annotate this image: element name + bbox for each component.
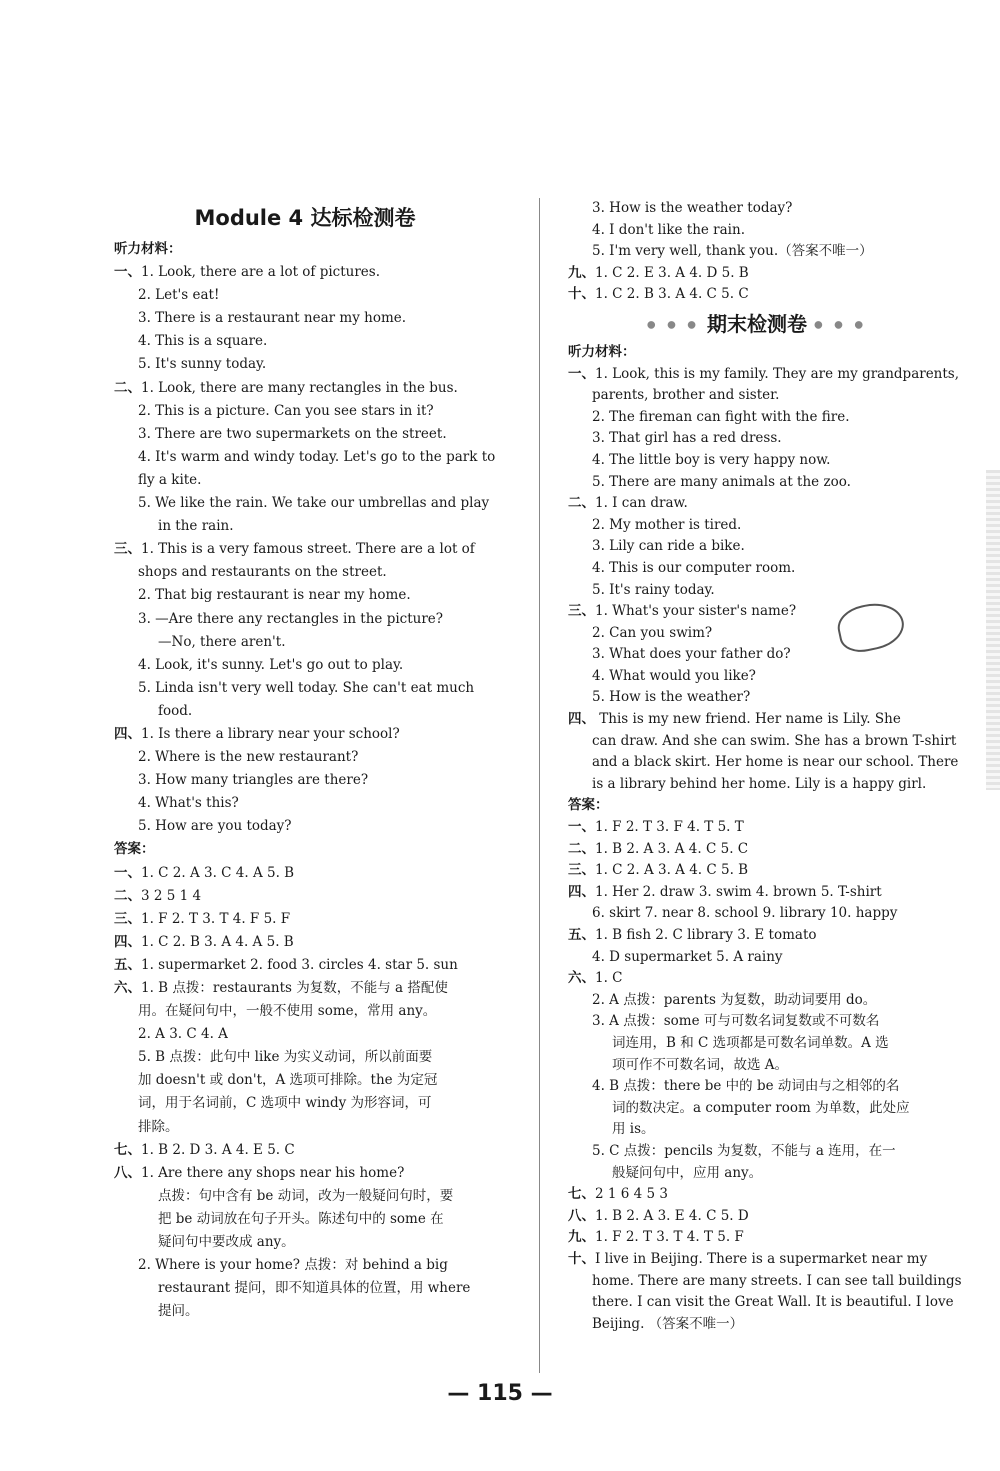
text-line bbox=[568, 284, 946, 306]
question-number: 三、 bbox=[114, 541, 141, 558]
line-text: can draw. And she can swim. She has a brown T-shirt bbox=[592, 732, 957, 749]
text-line bbox=[114, 838, 496, 861]
text-line bbox=[114, 1185, 496, 1208]
text-line bbox=[568, 1141, 946, 1163]
text-line bbox=[568, 968, 946, 990]
text-line bbox=[568, 1076, 946, 1098]
text-line bbox=[568, 241, 946, 263]
text-line bbox=[114, 492, 496, 515]
line-text: 3. There is a restaurant near my home. bbox=[138, 310, 407, 327]
question-number: 二、 bbox=[114, 379, 141, 396]
question-number: 十、 bbox=[568, 1250, 595, 1267]
line-text: 1. B 2. D 3. A 4. E 5. C bbox=[141, 1141, 295, 1158]
question-number: 一、 bbox=[568, 365, 595, 382]
text-line bbox=[568, 428, 946, 450]
line-text: 用 is。 bbox=[612, 1121, 655, 1138]
question-number: 二、 bbox=[568, 495, 595, 512]
text-line bbox=[568, 580, 946, 602]
final-exam-title-text: 期末检测卷 bbox=[707, 311, 807, 336]
line-text: 1. Look, there are a lot of pictures. bbox=[141, 264, 380, 281]
question-number: 十、 bbox=[568, 286, 595, 303]
text-line bbox=[568, 817, 946, 839]
line-text: 1. F 2. T 3. T 4. T 5. F bbox=[595, 1229, 744, 1246]
text-line bbox=[568, 1292, 954, 1314]
question-number: 三、 bbox=[568, 862, 595, 879]
question-number: 六、 bbox=[114, 980, 141, 996]
line-text: 5. Linda isn't very well today. She can't eat much bbox=[138, 679, 475, 696]
line-text: 5. There are many animals at the zoo. bbox=[592, 473, 851, 490]
column-divider bbox=[539, 198, 540, 1373]
text-line bbox=[568, 407, 946, 429]
module4-title: Module 4 达标检测卷 bbox=[194, 206, 416, 230]
text-line bbox=[568, 364, 960, 386]
line-text: 4. B 点拨：there be 中的 be 动词由与之相邻的名 bbox=[592, 1078, 900, 1095]
text-line bbox=[114, 1116, 496, 1139]
line-text: This is my new friend. Her name is Lily. She bbox=[595, 711, 901, 728]
text-line bbox=[114, 1208, 496, 1231]
text-line bbox=[568, 385, 946, 407]
line-text: 5. C 点拨：pencils 为复数，不能与 a 连用，在一 bbox=[592, 1142, 896, 1159]
question-number: 四、 bbox=[114, 933, 141, 950]
line-text: 把 be 动词放在句子开头。陈述句中的 some 在 bbox=[158, 1210, 444, 1227]
text-line bbox=[568, 1055, 946, 1077]
line-text: 4. What's this? bbox=[138, 795, 239, 812]
line-text: 4. This is our computer room. bbox=[592, 559, 796, 576]
line-text: 2. A 3. C 4. A bbox=[138, 1026, 228, 1043]
line-text: 1. B 2. A 3. E 4. C 5. D bbox=[595, 1207, 749, 1224]
left-lines bbox=[114, 261, 496, 1323]
text-line bbox=[114, 677, 496, 700]
line-text: 4. I don't like the rain. bbox=[592, 221, 745, 238]
line-text: home. There are many streets. I can see tall buildings bbox=[592, 1272, 962, 1289]
text-line bbox=[114, 815, 496, 838]
text-line bbox=[114, 377, 496, 400]
text-line bbox=[568, 1184, 946, 1206]
text-line bbox=[114, 1069, 496, 1092]
line-text: 1. F 2. T 3. T 4. F 5. F bbox=[141, 910, 291, 927]
text-line bbox=[114, 1162, 496, 1185]
line-text: 4. D supermarket 5. A rainy bbox=[592, 948, 783, 965]
text-line bbox=[568, 1206, 946, 1228]
listening-heading: 听力材料： bbox=[114, 241, 182, 257]
line-text: 4. This is a square. bbox=[138, 333, 268, 350]
line-text: 5. It's rainy today. bbox=[592, 581, 715, 598]
page-edge-texture bbox=[986, 470, 1000, 790]
text-line bbox=[114, 353, 496, 376]
question-number: 一、 bbox=[568, 819, 595, 836]
line-text: 答案： bbox=[114, 841, 155, 858]
line-text: 5. How are you today? bbox=[138, 818, 292, 835]
line-text: 4. Look, it's sunny. Let's go out to play. bbox=[138, 656, 404, 673]
line-text: 1. What's your sister's name? bbox=[595, 603, 797, 620]
text-line bbox=[568, 644, 946, 666]
text-line bbox=[568, 687, 946, 709]
question-number: 七、 bbox=[568, 1186, 595, 1203]
text-line bbox=[114, 400, 496, 423]
text-line bbox=[114, 631, 496, 654]
line-text: 5. How is the weather? bbox=[592, 689, 751, 706]
text-line bbox=[114, 1000, 496, 1023]
line-text: —No, there aren't. bbox=[158, 633, 286, 650]
line-text: food. bbox=[158, 702, 193, 719]
text-line bbox=[114, 862, 496, 885]
text-line bbox=[568, 774, 946, 796]
line-text: 1. Her 2. draw 3. swim 4. brown 5. T-shirt bbox=[595, 883, 882, 900]
text-line bbox=[114, 608, 496, 631]
question-number: 二、 bbox=[114, 887, 141, 904]
text-line bbox=[114, 1023, 496, 1046]
text-line bbox=[568, 990, 946, 1012]
line-text: 1. I can draw. bbox=[595, 495, 688, 512]
question-number: 二、 bbox=[568, 840, 595, 857]
left-column bbox=[114, 198, 496, 1323]
text-line bbox=[568, 903, 946, 925]
line-text: 1. C 2. B 3. A 4. A 5. B bbox=[141, 933, 294, 950]
text-line bbox=[114, 538, 496, 561]
text-line bbox=[568, 752, 959, 774]
question-number: 八、 bbox=[114, 1164, 141, 1181]
line-text: 项可作不可数名词，故选 A。 bbox=[612, 1056, 789, 1073]
text-line bbox=[114, 515, 496, 538]
line-text: 5. It's sunny today. bbox=[138, 356, 267, 373]
text-line bbox=[568, 882, 946, 904]
text-line bbox=[114, 1254, 496, 1277]
line-text: 2. Let's eat! bbox=[138, 287, 220, 304]
text-line bbox=[114, 954, 496, 977]
text-line bbox=[114, 1277, 496, 1300]
line-text: shops and restaurants on the street. bbox=[138, 564, 387, 581]
text-line bbox=[114, 561, 496, 584]
line-text: 4. The little boy is very happy now. bbox=[592, 451, 831, 468]
line-text: 1. C 2. A 3. A 4. C 5. B bbox=[595, 862, 749, 879]
text-line bbox=[114, 931, 496, 954]
page-number: — 115 — bbox=[447, 1381, 553, 1406]
line-text: 3. How is the weather today? bbox=[592, 200, 793, 216]
text-line bbox=[114, 700, 496, 723]
line-text: 用。在疑问句中，一般不使用 some，常用 any。 bbox=[138, 1003, 437, 1020]
line-text: 1. C 2. E 3. A 4. D 5. B bbox=[595, 264, 749, 281]
text-line bbox=[568, 1249, 946, 1271]
line-text: 排除。 bbox=[138, 1118, 179, 1135]
line-text: 词的数决定。a computer room 为单数，此处应 bbox=[612, 1099, 910, 1116]
text-line bbox=[568, 263, 946, 285]
question-number: 八、 bbox=[568, 1207, 595, 1224]
line-text: 般疑问句中，应用 any。 bbox=[612, 1164, 763, 1181]
question-number: 一、 bbox=[114, 864, 141, 881]
question-number: 七、 bbox=[114, 1141, 141, 1158]
line-text: 1. Look, there are many rectangles in the bus. bbox=[141, 379, 458, 396]
final-exam-title bbox=[568, 306, 946, 342]
line-text: 3. What does your father do? bbox=[592, 646, 791, 663]
line-text: there. I can visit the Great Wall. It is beautiful. I love bbox=[592, 1294, 954, 1311]
text-line bbox=[568, 1227, 946, 1249]
line-text: 点拨：句中含有 be 动词，改为一般疑问句时，要 bbox=[158, 1187, 454, 1204]
line-text: 3. Lily can ride a bike. bbox=[592, 538, 745, 555]
decor-dots-right: ● ● ● bbox=[813, 319, 868, 331]
text-line bbox=[114, 908, 496, 931]
line-text: 4. What would you like? bbox=[592, 667, 756, 684]
decor-dots-left: ● ● ● bbox=[646, 319, 701, 331]
text-line bbox=[114, 769, 496, 792]
question-number: 五、 bbox=[114, 956, 141, 973]
text-line bbox=[114, 469, 496, 492]
line-text: 2. Where is the new restaurant? bbox=[138, 749, 359, 766]
line-text: 1. C 2. A 3. C 4. A 5. B bbox=[141, 864, 295, 881]
text-line bbox=[568, 198, 946, 220]
line-text: 2. My mother is tired. bbox=[592, 516, 742, 533]
line-text: 1. B fish 2. C library 3. E tomato bbox=[595, 927, 817, 943]
text-line bbox=[114, 746, 496, 769]
question-number: 五、 bbox=[568, 927, 595, 943]
question-number: 九、 bbox=[568, 1229, 595, 1246]
text-line bbox=[114, 423, 496, 446]
text-line bbox=[568, 536, 946, 558]
text-line bbox=[114, 1300, 496, 1323]
line-text: fly a kite. bbox=[138, 471, 202, 488]
text-line bbox=[568, 1011, 946, 1033]
right-top-lines bbox=[568, 198, 946, 306]
line-text: 5. We like the rain. We take our umbrellas and play bbox=[138, 495, 490, 512]
text-line bbox=[114, 284, 496, 307]
text-line bbox=[114, 1046, 496, 1069]
text-line bbox=[114, 307, 496, 330]
line-text: 听力材料： bbox=[568, 343, 636, 360]
question-number: 九、 bbox=[568, 264, 595, 281]
line-text: 答案： bbox=[568, 797, 609, 814]
line-text: 词连用，B 和 C 选项都是可数名词单数。A 选 bbox=[612, 1034, 889, 1051]
text-line bbox=[114, 654, 496, 677]
line-text: 3. —Are there any rectangles in the picture? bbox=[138, 610, 444, 627]
line-text: 词，用于名词前，C 选项中 windy 为形容词，可 bbox=[138, 1095, 432, 1112]
line-text: 1. Is there a library near your school? bbox=[141, 725, 400, 742]
line-text: 1. B 点拨：restaurants 为复数，不能与 a 搭配使 bbox=[141, 980, 448, 996]
line-text: 3. How many triangles are there? bbox=[138, 772, 369, 789]
text-line bbox=[568, 1033, 946, 1055]
question-number: 四、 bbox=[114, 725, 141, 742]
text-line bbox=[568, 450, 946, 472]
line-text: 1. C 2. B 3. A 4. C 5. C bbox=[595, 286, 749, 303]
text-line bbox=[114, 330, 496, 353]
text-line bbox=[114, 1139, 496, 1162]
line-text: restaurant 提问，即不知道具体的位置，用 where bbox=[158, 1280, 471, 1297]
line-text: 1. supermarket 2. food 3. circles 4. star 5. sun bbox=[141, 956, 458, 973]
question-number: 四、 bbox=[568, 883, 595, 900]
line-text: 3. There are two supermarkets on the street. bbox=[138, 425, 447, 442]
text-line bbox=[568, 795, 946, 817]
line-text: Beijing. （答案不唯一） bbox=[592, 1315, 744, 1332]
line-text: 1. Are there any shops near his home? bbox=[141, 1164, 405, 1181]
text-line bbox=[568, 947, 946, 969]
line-text: 1. B 2. A 3. A 4. C 5. C bbox=[595, 840, 749, 857]
line-text: 疑问句中要改成 any。 bbox=[158, 1234, 295, 1251]
text-line bbox=[568, 839, 946, 861]
text-line bbox=[568, 666, 946, 688]
line-text: 1. Look, this is my family. They are my grandparents, bbox=[595, 365, 960, 382]
line-text: 1. C bbox=[595, 970, 623, 987]
line-text: 1. This is a very famous street. There are a lot of bbox=[141, 541, 475, 558]
line-text: 3 2 5 1 4 bbox=[141, 887, 202, 904]
line-text: 2. Can you swim? bbox=[592, 624, 713, 641]
text-line bbox=[114, 1092, 496, 1115]
text-line bbox=[568, 925, 946, 947]
question-number: 四、 bbox=[568, 711, 595, 728]
text-line bbox=[568, 1163, 946, 1185]
text-line bbox=[114, 792, 496, 815]
line-text: 6. skirt 7. near 8. school 9. library 10. happy bbox=[592, 905, 898, 922]
right-column bbox=[568, 198, 962, 1335]
text-line bbox=[568, 342, 946, 364]
line-text: 4. It's warm and windy today. Let's go to the park to bbox=[138, 448, 496, 465]
line-text: I live in Beijing. There is a supermarket near my bbox=[595, 1250, 928, 1267]
text-line bbox=[114, 446, 496, 469]
line-text: 2. The fireman can fight with the fire. bbox=[592, 408, 850, 425]
right-lines bbox=[568, 342, 962, 1335]
text-line bbox=[568, 1098, 946, 1120]
text-line bbox=[114, 261, 496, 284]
text-line bbox=[568, 1314, 946, 1336]
text-line bbox=[114, 584, 496, 607]
text-line bbox=[568, 731, 957, 753]
line-text: in the rain. bbox=[158, 518, 234, 535]
text-line bbox=[568, 515, 946, 537]
question-number: 三、 bbox=[114, 910, 141, 927]
text-line bbox=[114, 1231, 496, 1254]
line-text: 2. A 点拨：parents 为复数，助动词要用 do。 bbox=[592, 991, 877, 1008]
line-text: 加 doesn't 或 don't，A 选项可排除。the 为定冠 bbox=[138, 1072, 438, 1089]
text-line bbox=[114, 885, 496, 908]
text-line bbox=[114, 723, 496, 746]
text-line bbox=[568, 860, 946, 882]
line-text: parents, brother and sister. bbox=[592, 387, 780, 404]
line-text: 1. F 2. T 3. F 4. T 5. T bbox=[595, 819, 744, 836]
line-text: 2 1 6 4 5 3 bbox=[595, 1186, 668, 1203]
line-text: 2. Where is your home? 点拨：对 behind a big bbox=[138, 1257, 448, 1274]
line-text: 5. B 点拨：此句中 like 为实义动词，所以前面要 bbox=[138, 1049, 433, 1066]
question-number: 三、 bbox=[568, 603, 595, 620]
line-text: 2. That big restaurant is near my home. bbox=[138, 587, 411, 604]
line-text: 提问。 bbox=[158, 1303, 199, 1320]
line-text: 3. That girl has a red dress. bbox=[592, 430, 782, 447]
question-number: 六、 bbox=[568, 970, 595, 987]
text-line bbox=[568, 558, 946, 580]
line-text: 5. I'm very well, thank you.（答案不唯一） bbox=[592, 243, 873, 260]
text-line bbox=[568, 472, 946, 494]
text-line bbox=[568, 1271, 962, 1293]
line-text: 3. A 点拨：some 可与可数名词复数或不可数名 bbox=[592, 1013, 880, 1030]
text-line bbox=[568, 493, 946, 515]
text-line bbox=[568, 1119, 946, 1141]
text-line bbox=[114, 977, 496, 1000]
question-number: 一、 bbox=[114, 264, 141, 281]
text-line bbox=[568, 709, 946, 731]
line-text: 2. This is a picture. Can you see stars in it? bbox=[138, 402, 434, 419]
text-line bbox=[568, 220, 946, 242]
line-text: and a black skirt. Her home is near our school. There bbox=[592, 754, 959, 771]
line-text: is a library behind her home. Lily is a happy girl. bbox=[592, 775, 927, 792]
